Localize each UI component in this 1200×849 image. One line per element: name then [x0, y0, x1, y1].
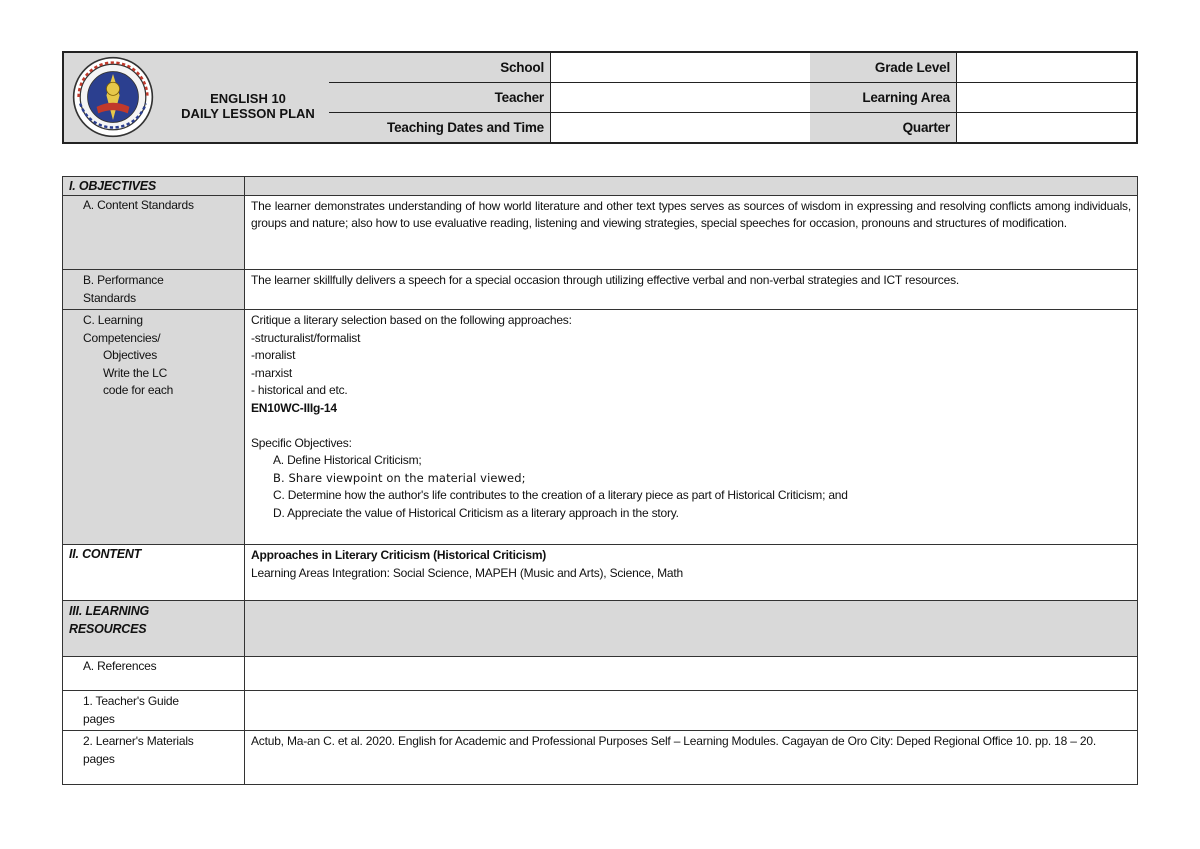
- content-title: Approaches in Literary Criticism (Historical Criticism): [251, 548, 547, 562]
- title-line-2: DAILY LESSON PLAN: [181, 106, 315, 121]
- competencies-label-line: Competencies/: [83, 330, 161, 345]
- resources-heading-line-1: III. LEARNING: [69, 604, 150, 618]
- school-field[interactable]: [552, 53, 811, 82]
- title-line-1: ENGLISH 10: [210, 91, 286, 106]
- teachers-guide-label-line-2: pages: [83, 711, 115, 726]
- teachers-guide-label: [63, 691, 245, 731]
- header-row-teacher: [329, 83, 1136, 113]
- header-row-school: [329, 53, 1136, 83]
- deped-seal-icon: [72, 56, 154, 138]
- teachers-guide-value: [245, 691, 1138, 731]
- performance-standards-row: [63, 270, 1138, 310]
- header-row-dates: [329, 113, 1136, 142]
- grade-level-label: Grade Level: [810, 53, 957, 82]
- learning-area-label: Learning Area: [810, 83, 957, 112]
- objectives-heading-row: [63, 177, 1138, 196]
- performance-standards-label: [63, 270, 245, 310]
- specific-objective-item: B. Share viewpoint on the material viewed;: [273, 470, 526, 485]
- quarter-label: Quarter: [810, 113, 957, 142]
- references-row: [63, 657, 1138, 691]
- learners-materials-label-line-2: pages: [83, 751, 115, 766]
- competencies-label: [63, 310, 245, 545]
- header-table: [62, 51, 1138, 144]
- lesson-plan-table: [62, 176, 1138, 785]
- learning-area-field[interactable]: [957, 83, 1136, 112]
- teacher-label: Teacher: [329, 83, 551, 112]
- dates-field[interactable]: [552, 113, 811, 142]
- competencies-label-line: C. Learning: [83, 313, 143, 327]
- specific-objective-item: C. Determine how the author's life contributes to the creation of a literary piece as part of Historical Criticism; and: [273, 488, 848, 502]
- content-body: [245, 545, 1138, 601]
- competencies-intro: Critique a literary selection based on the following approaches:: [251, 313, 572, 327]
- learners-materials-text: Actub, Ma-an C. et al. 2020. English for Academic and Professional Purposes Self – Learning Modules. Cagayan de Oro City: Deped Regional Office 10. pp. 18 – 20.: [245, 731, 1138, 785]
- lc-code: EN10WC-IIIg-14: [251, 400, 337, 415]
- specific-objectives-heading: Specific Objectives:: [251, 435, 352, 450]
- header-title: [164, 91, 332, 121]
- teacher-field[interactable]: [552, 83, 811, 112]
- approach-item: -moralist: [251, 348, 296, 362]
- learners-materials-row: [63, 731, 1138, 785]
- competencies-label-line: Write the LC: [103, 365, 168, 380]
- learners-materials-label-line-1: 2. Learner's Materials: [83, 734, 194, 748]
- content-integration: Learning Areas Integration: Social Science, MAPEH (Music and Arts), Science, Math: [251, 565, 684, 580]
- teachers-guide-label-line-1: 1. Teacher's Guide: [83, 694, 179, 708]
- resources-heading-line-2: RESOURCES: [69, 621, 147, 636]
- school-label: School: [329, 53, 551, 82]
- grade-level-field[interactable]: [957, 53, 1136, 82]
- content-heading: II. CONTENT: [63, 545, 245, 601]
- content-standards-text: The learner demonstrates understanding of how world literature and other text types serves as sources of wisdom in expressing and resolving conflicts among individuals, groups and nature; also how to use evaluative reading, listening and viewing strategies, special speeches for occasion, pronouns and structures of modification.: [245, 196, 1138, 270]
- learning-resources-row: [63, 601, 1138, 657]
- learning-resources-heading: [63, 601, 245, 657]
- competencies-row: [63, 310, 1138, 545]
- quarter-field[interactable]: [957, 113, 1136, 142]
- header-logo-cell: [64, 53, 330, 142]
- references-label: A. References: [63, 657, 245, 691]
- specific-objective-item: D. Appreciate the value of Historical Criticism as a literary approach in the story.: [273, 505, 679, 520]
- content-standards-row: [63, 196, 1138, 270]
- content-row: [63, 545, 1138, 601]
- objectives-heading: I. OBJECTIVES: [63, 177, 245, 196]
- objectives-heading-fill: [245, 177, 1138, 196]
- dates-label: Teaching Dates and Time: [329, 113, 551, 142]
- performance-label-line-2: Standards: [83, 290, 136, 305]
- references-value: [245, 657, 1138, 691]
- competencies-body: [245, 310, 1138, 545]
- learning-resources-fill: [245, 601, 1138, 657]
- teachers-guide-row: [63, 691, 1138, 731]
- specific-objective-item: A. Define Historical Criticism;: [273, 453, 422, 467]
- approach-item: -structuralist/formalist: [251, 330, 361, 345]
- performance-standards-text: The learner skillfully delivers a speech for a special occasion through utilizing effective verbal and non-verbal strategies and ICT resources.: [245, 270, 1138, 310]
- approach-item: -marxist: [251, 365, 293, 380]
- learners-materials-label: [63, 731, 245, 785]
- competencies-label-line: code for each: [103, 383, 174, 397]
- competencies-label-line: Objectives: [103, 348, 158, 362]
- approach-item: - historical and etc.: [251, 383, 348, 397]
- content-standards-label: A. Content Standards: [63, 196, 245, 270]
- performance-label-line-1: B. Performance: [83, 273, 164, 287]
